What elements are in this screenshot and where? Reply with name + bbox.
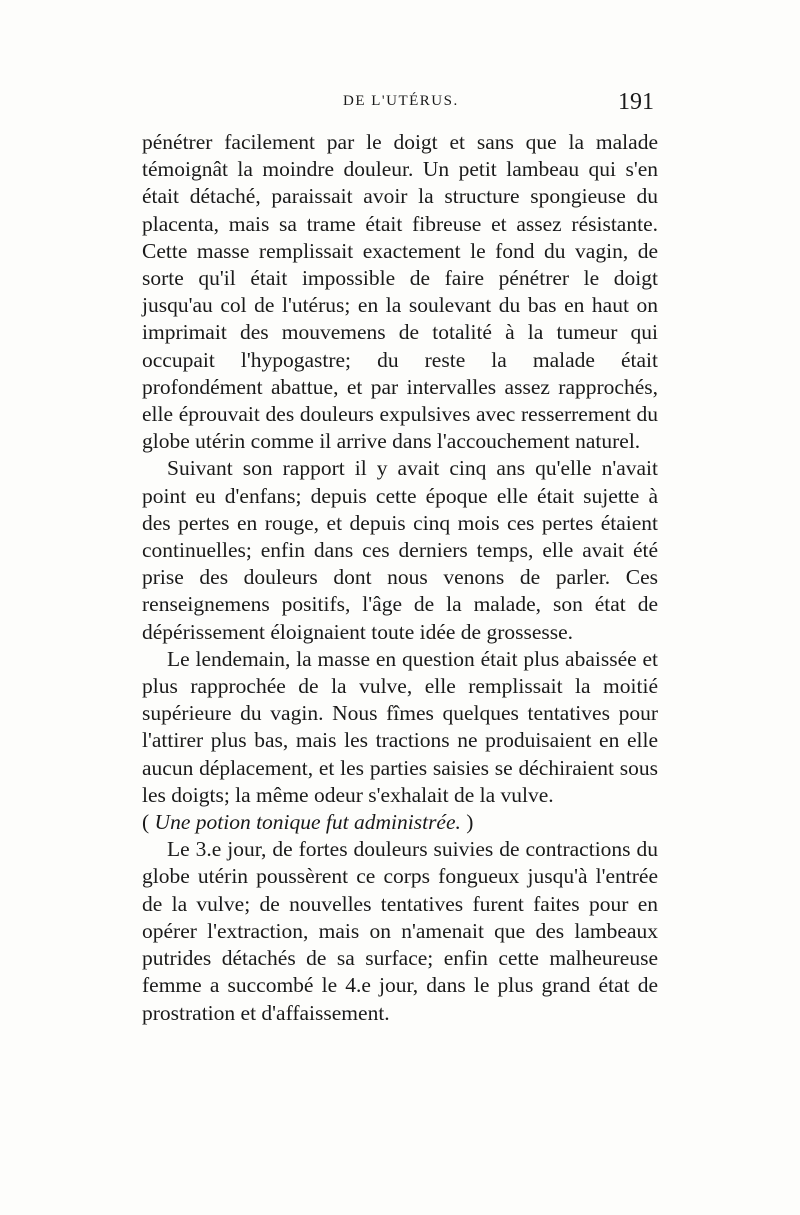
note-open-paren: ( — [142, 810, 155, 835]
paragraph-continuation: pénétrer facilement par le doigt et sans que la malade témoignât la moindre douleur. Un petit lambeau qui s'en était détaché, paraissait avoir la structure spongieuse du placenta, mais sa trame était fibreuse et assez résistante. Cette masse remplissait exactement le fond du vagin, de sorte qu'il était impossible de faire pénétrer le doigt jusqu'au col de l'utérus; en la soulevant du bas en haut on imprimait des mouvemens de totalité à la tumeur qui occupait l'hypogastre; du reste la malade était profondément abattue, et par intervalles assez rapprochés, elle éprouvait des douleurs expulsives avec resserrement du globe utérin comme il arrive dans l'accouchement naturel. — [142, 130, 658, 454]
running-title: DE L'UTÉRUS. — [343, 93, 459, 109]
paragraph-patient-history: Suivant son rapport il y avait cinq ans qu'elle n'avait point eu d'enfans; depuis cette époque elle était sujette à des pertes en rouge, et depuis cinq mois ces pertes étaient continuelles; enfin dans ces derniers temps, elle avait été prise des douleurs dont nous venons de parler. Ces renseignemens positifs, l'âge de la malade, son état de dépérissement éloignaient toute idée de grossesse. — [142, 456, 658, 644]
paragraph-third-day: Le 3.e jour, de fortes douleurs suivies de contractions du globe utérin poussèrent ce corps fongueux jusqu'à l'entrée de la vulve; de nouvelles tentatives furent faites pour en opérer l'extraction, mais on n'amenait que des lambeaux putrides détachés de sa surface; enfin cette malheureuse femme a succombé le 4.e jour, dans le plus grand état de prostration et d'affaissement. — [142, 837, 658, 1025]
paragraph-next-day: Le lendemain, la masse en question était plus abaissée et plus rapprochée de la vulve, elle remplissait la moitié supérieure du vagin. Nous fîmes quelques tentatives pour l'attirer plus bas, mais les tractions ne produisaient en elle aucun déplacement, et les parties saisies se déchiraient sous les doigts; la même odeur s'exhalait de la vulve. — [142, 646, 658, 807]
page-number: 191 — [618, 89, 654, 115]
treatment-note — [142, 809, 658, 836]
running-head — [140, 89, 660, 123]
note-text: Une potion tonique fut administrée. — [154, 810, 461, 835]
note-close-paren: ) — [460, 810, 474, 835]
body-text — [142, 129, 658, 1027]
